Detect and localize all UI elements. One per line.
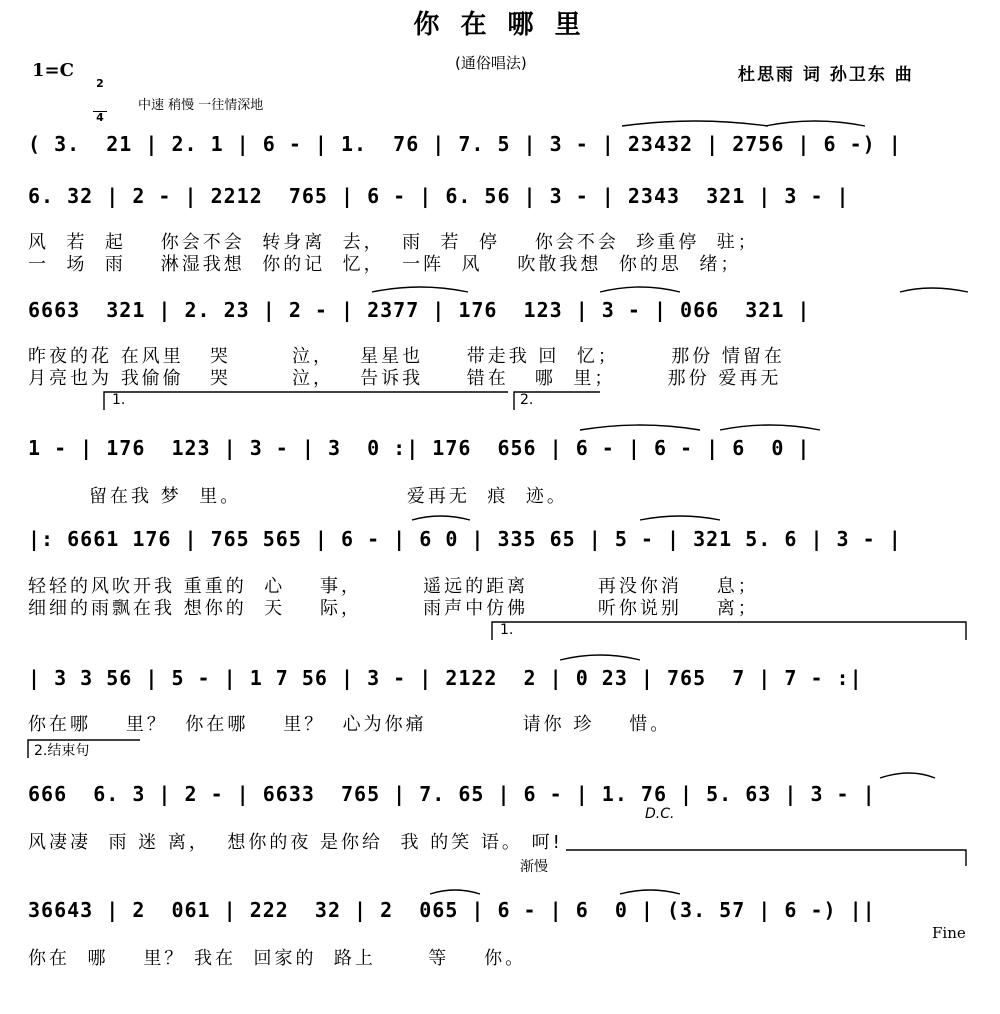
lyric-line-2b: 一 场 雨 淋湿我想 你的记 忆， 一阵 风 吹散我想 你的思 绪；: [28, 254, 742, 275]
lyric-line-5b: 细细的雨飘在我 想你的 天 际， 雨声中仿佛 听你说别 离；: [28, 598, 759, 619]
ritardando-marking: 渐慢: [520, 859, 548, 875]
volta-1-label: 1.: [112, 392, 126, 408]
slur: [720, 425, 820, 430]
volta-1b-bracket: [492, 622, 966, 640]
song-title: 你 在 哪 里: [413, 10, 587, 40]
time-signature-top: 2: [96, 77, 104, 90]
slur: [580, 425, 700, 430]
volta-2-ending-bracket: [28, 740, 140, 758]
lyric-line-6: 你在哪 里？ 你在哪 里？ 心为你痛 请你 珍 惜。: [28, 714, 672, 735]
lyric-line-5a: 轻轻的风吹开我 重重的 心 事， 遥远的距离 再没你消 息；: [28, 576, 759, 597]
rit-line: [566, 850, 966, 866]
slur: [900, 288, 968, 292]
volta-2-bracket: [514, 392, 600, 410]
notation-line-5: |: 6661 176 | 765 565 | 6 - | 6 0 | 335 65 | 5 - | 321 5. 6 | 3 - |: [28, 527, 902, 551]
slur: [622, 121, 768, 126]
credits: 杜思雨 词 孙卫东 曲: [738, 65, 914, 85]
lyric-line-2a: 风 若 起 你会不会 转身离 去， 雨 若 停 你会不会 珍重停 驻；: [28, 232, 759, 253]
lyric-line-7: 风凄凄 雨 迷 离， 想你的夜 是你给 我 的笑 语。 呵!: [28, 832, 563, 853]
volta-2-ending-label: 2.结束句: [34, 743, 90, 759]
lyric-line-3a: 昨夜的花 在风里 哭 泣， 星星也 带走我 回 忆； 那份 情留在: [28, 346, 785, 367]
notation-line-6: | 3 3 56 | 5 - | 1 7 56 | 3 - | 2122 2 | 0 23 | 765 7 | 7 - :|: [28, 666, 863, 690]
subtitle: (通俗唱法): [455, 54, 527, 72]
notation-line-8: 36643 | 2 061 | 222 32 | 2 065 | 6 - | 6 0 | (3. 57 | 6 -) ||: [28, 898, 876, 922]
time-signature-bottom: 4: [93, 111, 107, 123]
tempo-marking: 中速 稍慢 一往情深地: [138, 98, 264, 113]
notation-line-3: 6663 321 | 2. 23 | 2 - | 2377 | 176 123 | 3 - | 066 321 |: [28, 298, 811, 322]
notation-line-1: ( 3. 21 | 2. 1 | 6 - | 1. 76 | 7. 5 | 3 - | 23432 | 2756 | 6 -) |: [28, 132, 902, 156]
lyric-line-4: 留在我 梦 里。 爱再无 痕 迹。: [28, 486, 568, 507]
notation-line-7: 666 6. 3 | 2 - | 6633 765 | 7. 65 | 6 - | 1. 76 | 5. 63 | 3 - |: [28, 782, 876, 806]
slur: [560, 655, 640, 660]
slur: [620, 890, 680, 894]
slur: [600, 287, 680, 292]
lyric-line-3b: 月亮也为 我偷偷 哭 泣， 告诉我 错在 哪 里； 那份 爱再无: [28, 368, 782, 389]
volta-2-label: 2.: [520, 392, 534, 408]
lyric-line-8: 你在 哪 里？ 我在 回家的 路上 等 你。: [28, 948, 527, 969]
slur: [640, 516, 720, 520]
notation-line-4: 1 - | 176 123 | 3 - | 3 0 :| 176 656 | 6 - | 6 - | 6 0 |: [28, 436, 811, 460]
slur: [372, 287, 468, 292]
slur: [412, 516, 470, 520]
dc-marking: D.C.: [645, 806, 675, 822]
key-signature: 1=C: [32, 60, 74, 81]
fine-marking: Fine: [932, 924, 966, 942]
volta-1-bracket: [104, 392, 508, 410]
slur: [430, 890, 480, 894]
slur: [880, 773, 935, 778]
slur: [765, 121, 865, 126]
volta-1b-label: 1.: [500, 622, 514, 638]
notation-line-2: 6. 32 | 2 - | 2212 765 | 6 - | 6. 56 | 3 - | 2343 321 | 3 - |: [28, 184, 850, 208]
